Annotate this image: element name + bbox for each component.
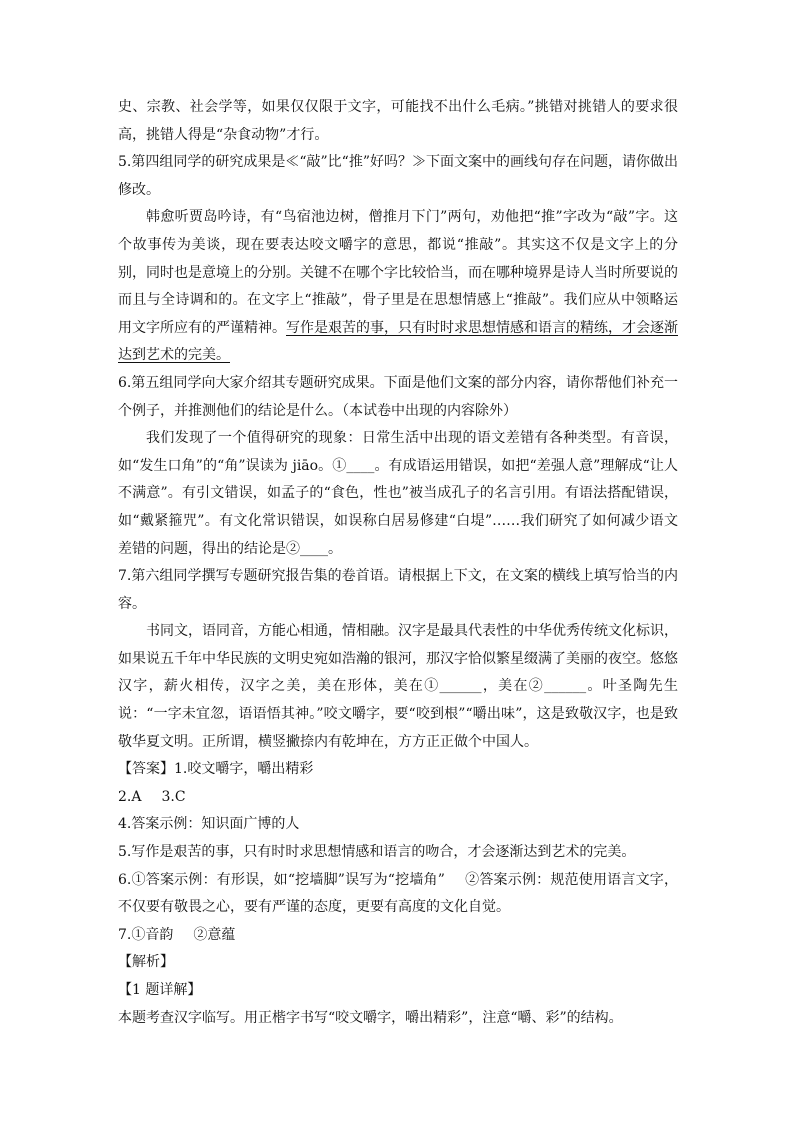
question-1-detail-heading: 【1 题详解】 bbox=[118, 982, 202, 998]
answer-2: 2.A bbox=[118, 788, 142, 805]
answer-4: 4.答案示例：知识面广博的人 bbox=[118, 816, 300, 833]
question-5: 5.第四组同学的研究成果是≪“敲”比“推”好吗？≫下面文案中的画线句存在问题，请你做出修改。 bbox=[118, 154, 678, 198]
answer-6 bbox=[118, 867, 678, 922]
document-page bbox=[118, 94, 678, 1032]
question-6: 6.第五组同学向大家介绍其专题研究成果。下面是他们文案的部分内容，请你帮他们补充一个例子，并推测他们的结论是什么。（本试卷中出现的内容除外） bbox=[118, 374, 678, 419]
question-7: 7.第六组同学撰写专题研究报告集的卷首语。请根据上下文，在文案的横线上填写恰当的内容。 bbox=[118, 568, 678, 612]
answer-3: 3.C bbox=[161, 788, 186, 805]
question-5-passage-text: 韩愈听贾岛吟诗，有“鸟宿池边树，僧推月下门”两句，劝他把“推”字改为“敲”字。这个故事传为美谈，现在要表达咬文嚼字的意思，都说“推敲”。其实这不仅是文字上的分别，同时也是意境上的分别。关键不在哪个字比较恰当，而在哪种境界是诗人当时所要说的而且与全诗调和的。在文字上“推敲”，骨子里是在思想情感上“推敲”。我们应从中领略运用文字所应有的严谨精神。 bbox=[118, 209, 678, 336]
answer-1: 【答案】1.咬文嚼字，嚼出精彩 bbox=[118, 761, 314, 778]
question-5-passage bbox=[118, 204, 678, 370]
question-7-passage: 书同文，语同音，方能心相通，情相融。汉字是最具代表性的中华优秀传统文化标识，如果说五千年中华民族的文明史宛如浩瀚的银河，那汉字恰似繁星缀满了美丽的夜空。悠悠汉字，薪火相传，汉字之美，美在形体，美在①______，美在②______。叶圣陶先生说：“一字未宜忽，语语悟其神。”咬文嚼字，要“咬到根”“嚼出味”，这是致敬汉字，也是致敬华夏文明。正所谓，横竖撇捺内有乾坤在，方方正正做个中国人。 bbox=[118, 623, 678, 750]
answer-2-3 bbox=[118, 784, 678, 812]
question-1-explanation: 本题考查汉字临写。用正楷字书写“咬文嚼字，嚼出精彩”，注意“嚼、彩”的结构。 bbox=[118, 1009, 623, 1026]
analysis-heading: 【解析】 bbox=[118, 954, 174, 971]
answer-6-part-1: 6.①答案示例：有形误，如“挖墙脚”误写为“挖墙角” bbox=[118, 871, 445, 888]
answer-7-part-2: ②意蕴 bbox=[193, 926, 236, 943]
answer-6-part-2: ②答案示例：规范使用语言文字，不仅要有敬畏之心，要有严谨的态度，更要有高度的文化自觉。 bbox=[118, 871, 678, 916]
paragraph-continued: 史、宗教、社会学等，如果仅仅限于文字，可能找不出什么毛病。”挑错对挑错人的要求很高，挑错人得是“杂食动物”才行。 bbox=[118, 99, 678, 143]
answer-7 bbox=[118, 922, 678, 950]
answer-7-part-1: 7.①音韵 bbox=[118, 926, 174, 943]
answer-5: 5.写作是艰苦的事，只有时时求思想情感和语言的吻合，才会逐渐达到艺术的完美。 bbox=[118, 844, 636, 861]
underlined-sentence: 写作是艰苦的事，只有时时求思想情感和语言的精练，才会逐渐达到艺术的完美。 bbox=[118, 319, 678, 364]
question-6-passage: 我们发现了一个值得研究的现象：日常生活中出现的语文差错有各种类型。有音误，如“发生口角”的“角”误读为 jiāo。①____。有成语运用错误，如把“差强人意”理解成“让人不满意”。有引文错误，如孟子的“食色，性也”被当成孔子的名言引用。有语法搭配错误，如“戴紧箍咒”。有文化常识错误，如误称白居易修建“白堤”……我们研究了如何减少语文差错的问题，得出的结论是②____。 bbox=[118, 430, 678, 557]
